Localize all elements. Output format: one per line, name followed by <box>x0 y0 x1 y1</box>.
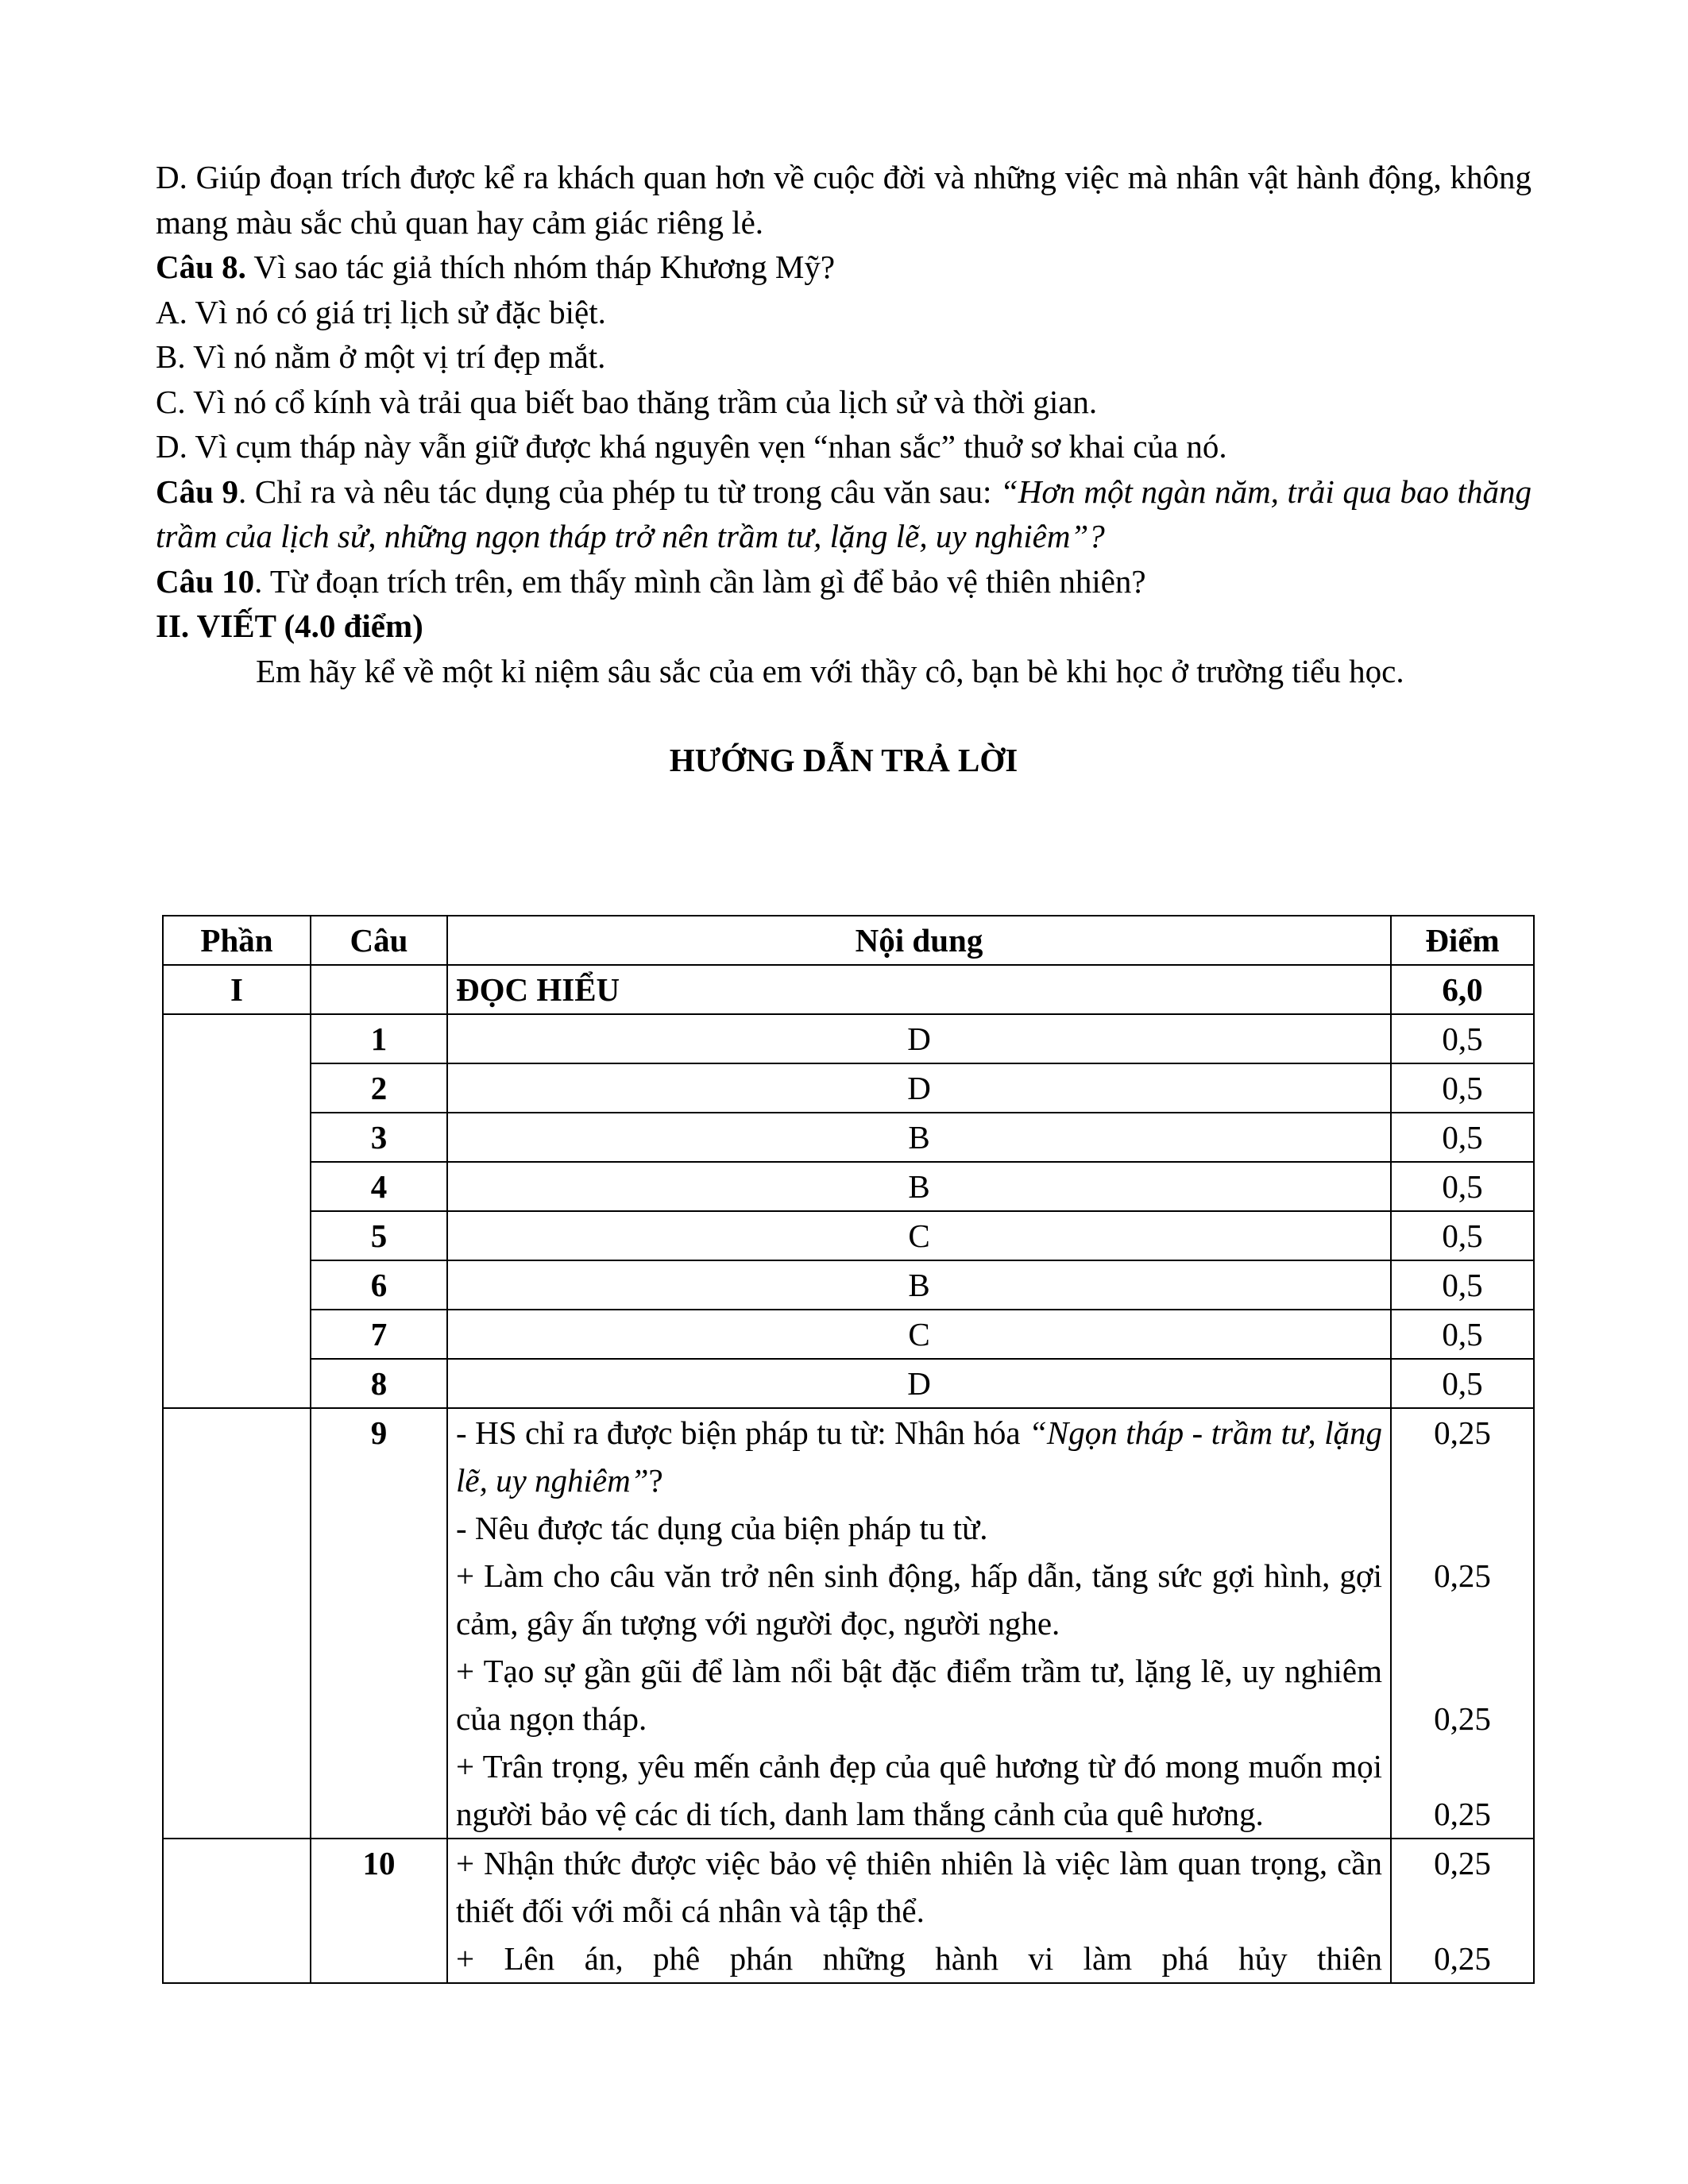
section-part: I <box>163 965 311 1014</box>
points: 0,5 <box>1391 1359 1534 1408</box>
points: 0,5 <box>1391 1113 1534 1162</box>
q9-point-3: 0,25 <box>1434 1700 1491 1737</box>
points: 0,5 <box>1391 1310 1534 1359</box>
q10-points <box>1391 1839 1534 1983</box>
answer: B <box>447 1162 1391 1211</box>
q8-option-a: A. Vì nó có giá trị lịch sử đặc biệt. <box>156 293 606 330</box>
exam-text <box>156 155 1532 783</box>
header-part: Phần <box>163 916 311 965</box>
section-points: 6,0 <box>1391 965 1534 1014</box>
q9-points <box>1391 1408 1534 1839</box>
q9-line-2: - Nêu được tác dụng của biện pháp tu từ. <box>456 1510 988 1546</box>
question-number: 4 <box>311 1162 447 1211</box>
table-row <box>163 1211 1534 1260</box>
q9-point-4: 0,25 <box>1434 1796 1491 1832</box>
part-empty <box>163 1839 311 1983</box>
q9-text: . Chỉ ra và nêu tác dụng của phép tu từ trong câu văn sau: <box>238 473 1000 510</box>
q8-option-d: D. Vì cụm tháp này vẫn giữ được khá nguyên vẹn “nhan sắc” thuở sơ khai của nó. <box>156 428 1227 465</box>
table-row-q9 <box>163 1408 1534 1839</box>
question-number: 7 <box>311 1310 447 1359</box>
q10-label: Câu 10 <box>156 562 255 600</box>
question-number: 1 <box>311 1014 447 1063</box>
answer-table <box>162 915 1535 1984</box>
question-number: 8 <box>311 1359 447 1408</box>
points: 0,5 <box>1391 1162 1534 1211</box>
table-row <box>163 1063 1534 1113</box>
question-number: 10 <box>311 1839 447 1983</box>
points: 0,5 <box>1391 1063 1534 1113</box>
q9-line-1-text: - HS chỉ ra được biện pháp tu từ: Nhân hóa <box>456 1414 1029 1451</box>
spacer <box>1400 1599 1525 1695</box>
question-number: 9 <box>311 1408 447 1839</box>
q8-text: Vì sao tác giả thích nhóm tháp Khương Mỹ? <box>245 249 836 285</box>
answer: D <box>447 1359 1391 1408</box>
q7-option-d: D. Giúp đoạn trích được kể ra khách quan hơn về cuộc đời và những việc mà nhân vật hành động, không mang màu sắc chủ quan hay cảm giác riêng lẻ. <box>156 159 1532 241</box>
guide-title: HƯỚNG DẪN TRẢ LỜI <box>669 742 1018 778</box>
spacer <box>1400 1887 1525 1935</box>
points: 0,5 <box>1391 1260 1534 1310</box>
table-row-q10 <box>163 1839 1534 1983</box>
spacer <box>1400 1457 1525 1552</box>
answer: C <box>447 1310 1391 1359</box>
q10-point-2: 0,25 <box>1434 1940 1491 1977</box>
section-title: ĐỌC HIỂU <box>447 965 1391 1014</box>
table-row <box>163 1359 1534 1408</box>
table-row <box>163 1162 1534 1211</box>
q9-line-1-suffix: ? <box>648 1462 663 1499</box>
q9-line-3: + Làm cho câu văn trở nên sinh động, hấp dẫn, tăng sức gợi hình, gợi cảm, gây ấn tượng với người đọc, người nghe. <box>456 1557 1382 1642</box>
q8-option-b: B. Vì nó nằm ở một vị trí đẹp mắt. <box>156 338 606 375</box>
answer: D <box>447 1014 1391 1063</box>
question-number: 2 <box>311 1063 447 1113</box>
q10-point-1: 0,25 <box>1434 1845 1491 1881</box>
q9-question <box>156 469 1532 559</box>
question-number: 3 <box>311 1113 447 1162</box>
answer: B <box>447 1113 1391 1162</box>
q9-content <box>447 1408 1391 1839</box>
q9-point-1: 0,25 <box>1434 1414 1491 1451</box>
table-row <box>163 1113 1534 1162</box>
section-row <box>163 965 1534 1014</box>
header-points: Điểm <box>1391 916 1534 965</box>
points: 0,5 <box>1391 1014 1534 1063</box>
q9-line-1-quote: “Ngọn tháp - trầm tư, lặng lẽ, uy nghiêm” <box>456 1414 1382 1499</box>
answer: C <box>447 1211 1391 1260</box>
q9-quote: “Hơn một ngàn năm, trải qua bao thăng trầm của lịch sử, những ngọn tháp trở nên trầm tư, lặng lẽ, uy nghiêm”? <box>156 473 1532 554</box>
answer: D <box>447 1063 1391 1113</box>
question-number: 6 <box>311 1260 447 1310</box>
table-row <box>163 1014 1534 1063</box>
points: 0,5 <box>1391 1211 1534 1260</box>
writing-prompt: Em hãy kể về một kỉ niệm sâu sắc của em với thầy cô, bạn bè khi học ở trường tiểu học. <box>256 652 1404 689</box>
q8-option-c: C. Vì nó cổ kính và trải qua biết bao thăng trầm của lịch sử và thời gian. <box>156 383 1098 420</box>
q10-question <box>156 559 1532 604</box>
table-row <box>163 1260 1534 1310</box>
q10-text: . Từ đoạn trích trên, em thấy mình cần làm gì để bảo vệ thiên nhiên? <box>254 562 1146 600</box>
q8-question <box>156 245 1532 290</box>
q9-line-5: + Trân trọng, yêu mến cảnh đẹp của quê hương từ đó mong muốn mọi người bảo vệ các di tích, danh lam thắng cảnh của quê hương. <box>456 1748 1382 1832</box>
answer: B <box>447 1260 1391 1310</box>
question-number: 5 <box>311 1211 447 1260</box>
section-empty <box>311 965 447 1014</box>
q9-point-2: 0,25 <box>1434 1557 1491 1594</box>
header-content: Nội dung <box>447 916 1391 965</box>
table-row <box>163 1310 1534 1359</box>
spacer <box>1400 1742 1525 1790</box>
q10-content <box>447 1839 1391 1983</box>
header-question: Câu <box>311 916 447 965</box>
part-empty <box>163 1408 311 1839</box>
table-header-row <box>163 916 1534 965</box>
q8-label: Câu 8. <box>156 249 246 285</box>
merged-part-cell <box>163 1014 311 1408</box>
q10-line-1: + Nhận thức được việc bảo vệ thiên nhiên là việc làm quan trọng, cần thiết đối với mỗi cá nhân và tập thể. <box>456 1845 1382 1929</box>
q9-label: Câu 9 <box>156 473 239 510</box>
q9-line-1 <box>456 1409 1382 1504</box>
q10-line-2: + Lên án, phê phán những hành vi làm phá hủy thiên <box>456 1940 1382 1977</box>
q9-line-4: + Tạo sự gần gũi để làm nổi bật đặc điểm trầm tư, lặng lẽ, uy nghiêm của ngọn tháp. <box>456 1653 1382 1737</box>
writing-title: II. VIẾT (4.0 điểm) <box>156 608 423 644</box>
